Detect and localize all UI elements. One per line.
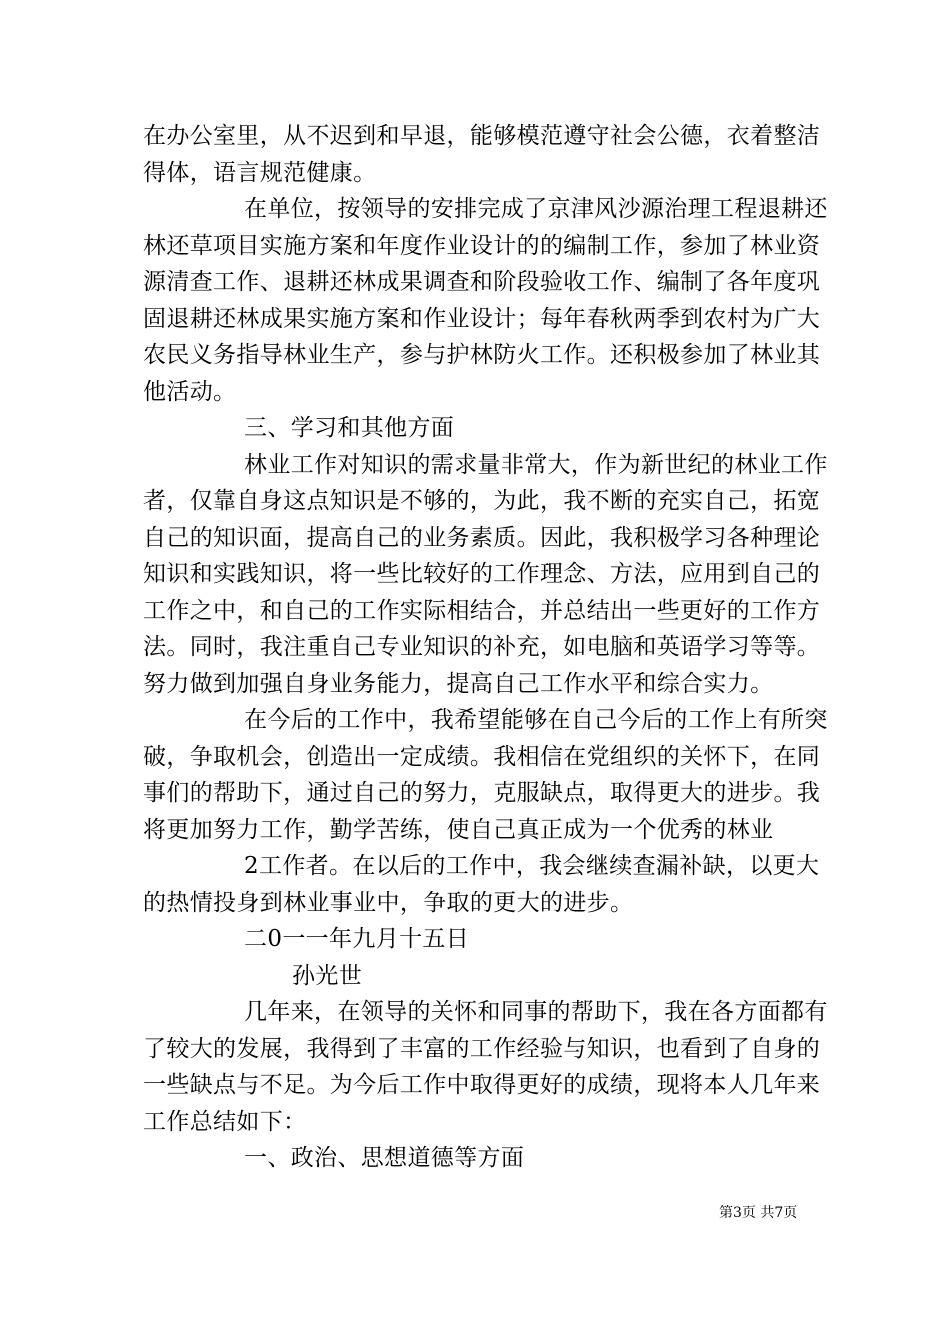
text-line: 了较大的发展，我得到了丰富的工作经验与知识，也看到了自身的 xyxy=(143,1036,821,1062)
text-line: 在办公室里，从不迟到和早退，能够模范遵守社会公德，衣着整洁 xyxy=(143,123,821,149)
text-line: 努力做到加强自身业务能力，提高自己工作水平和综合实力。 xyxy=(143,671,774,697)
text-line: 农民义务指导林业生产，参与护林防火工作。还积极参加了林业其 xyxy=(143,342,821,368)
text-line: 在单位，按领导的安排完成了京津风沙源治理工程退耕还 xyxy=(244,196,828,222)
text-line: 得体，语言规范健康。 xyxy=(143,160,377,186)
text-line: 事们的帮助下，通过自己的努力，克服缺点，取得更大的进步。我 xyxy=(143,780,821,806)
text-line: 源清查工作、退耕还林成果调查和阶段验收工作、编制了各年度巩 xyxy=(143,269,821,295)
signature-name: 孙光世 xyxy=(292,963,363,989)
text-line: 2工作者。在以后的工作中，我会继续查漏补缺，以更大 xyxy=(244,853,820,879)
text-line: 将更加努力工作，勤学苦练，使自己真正成为一个优秀的林业 xyxy=(143,817,774,843)
text-line: 固退耕还林成果实施方案和作业设计；每年春秋两季到农村为广大 xyxy=(143,306,821,332)
text-line: 在今后的工作中，我希望能够在自己今后的工作上有所突 xyxy=(244,707,828,733)
section-heading: 一、政治、思想道德等方面 xyxy=(244,1145,525,1171)
text-line: 法。同时，我注重自己专业知识的补充，如电脑和英语学习等等。 xyxy=(143,634,821,660)
text-line: 一些缺点与不足。为今后工作中取得更好的成绩，现将本人几年来 xyxy=(143,1072,821,1098)
text-line: 工作之中，和自己的工作实际相结合，并总结出一些更好的工作方 xyxy=(143,598,821,624)
text-line: 的热情投身到林业事业中，争取的更大的进步。 xyxy=(143,890,634,916)
date-line: 二0一一年九月十五日 xyxy=(244,926,470,952)
text-line: 者，仅靠自身这点知识是不够的，为此，我不断的充实自己，拓宽 xyxy=(143,488,821,514)
text-line: 林业工作对知识的需求量非常大，作为新世纪的林业工作 xyxy=(244,452,828,478)
section-heading: 三、学习和其他方面 xyxy=(244,415,455,441)
text-line: 林还草项目实施方案和年度作业设计的的编制工作，参加了林业资 xyxy=(143,233,821,259)
text-line: 破，争取机会，创造出一定成绩。我相信在党组织的关怀下，在同 xyxy=(143,744,821,770)
text-line: 自己的知识面，提高自己的业务素质。因此，我积极学习各种理论 xyxy=(143,525,821,551)
text-line: 他活动。 xyxy=(143,379,237,405)
page-number-footer: 第3页 共7页 xyxy=(719,1205,798,1221)
text-line: 工作总结如下： xyxy=(143,1109,307,1135)
text-line: 几年来，在领导的关怀和同事的帮助下，我在各方面都有 xyxy=(244,999,828,1025)
text-line: 知识和实践知识，将一些比较好的工作理念、方法，应用到自己的 xyxy=(143,561,821,587)
